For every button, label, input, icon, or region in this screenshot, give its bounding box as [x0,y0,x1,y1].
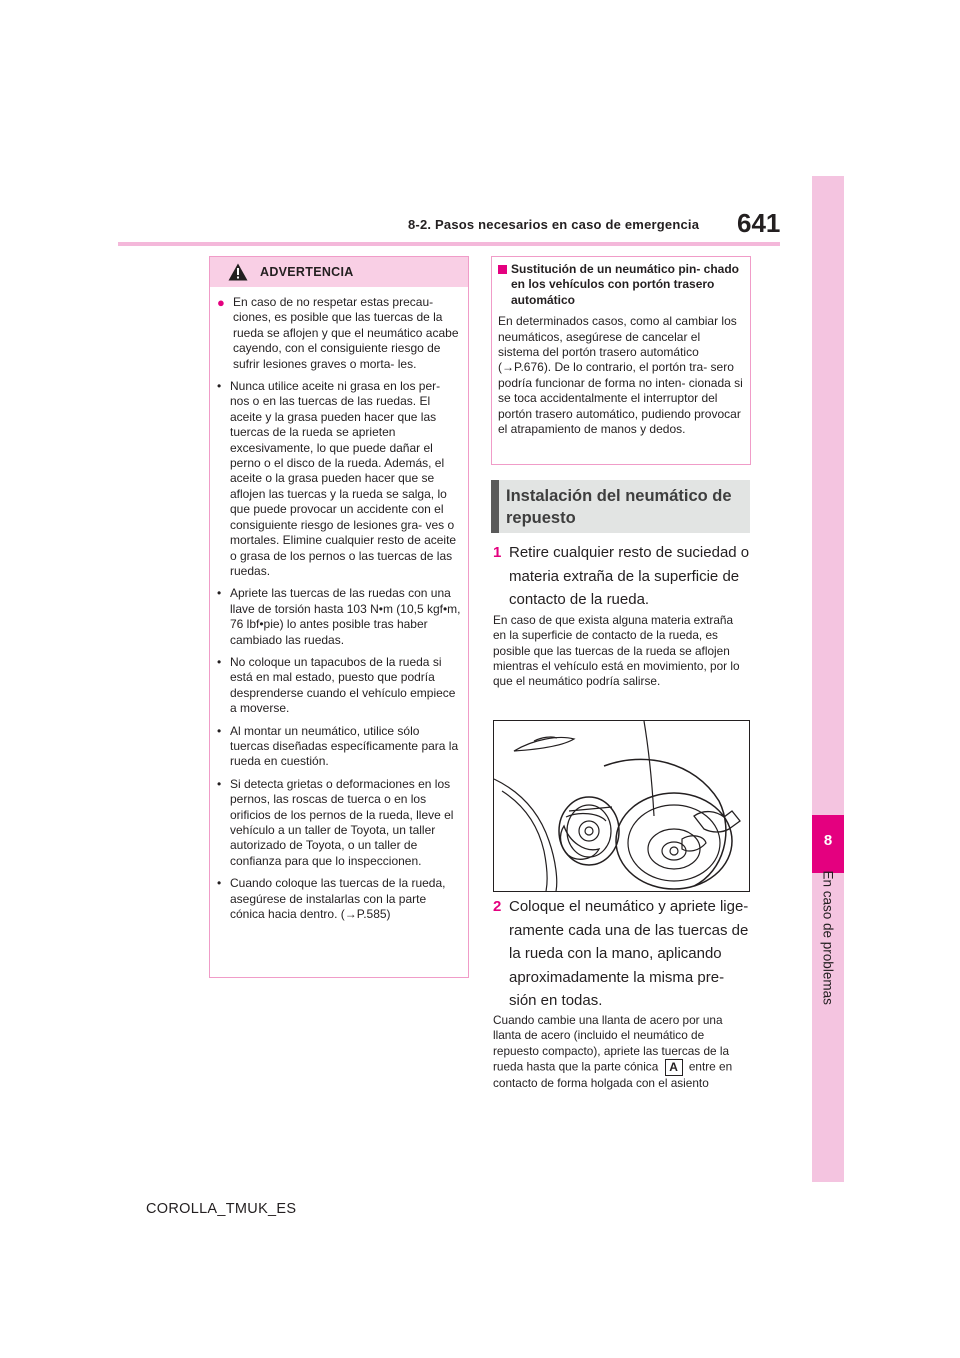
warning-box [209,256,469,978]
chapter-side-tab [812,176,844,1182]
warning-item: • Si detecta grietas o deformaciones en los pernos, las roscas de tuerca o en los orificios de los pernos de la rueda, lleve el vehículo a un taller de Toyota, un taller autorizado de Toyota, o un taller de confianza para que lo inspeccionen. [217,776,454,868]
section-title: Instalación del neumático de repuesto [506,487,732,527]
section-heading [491,480,750,533]
step-number: 1 [493,544,502,561]
circle-bullet-icon: ● [217,295,225,310]
warning-intro: ● En caso de no respetar estas precau- ciones, es posible que las tuercas de la rueda se aflojen y que el neumático acabe cayendo, con el consiguiente riesgo de sufrir lesiones graves o morta- les. [217,295,459,371]
step-text: Coloque el neumático y apriete lige- ramente cada una de las tuercas de la rueda con la mano, aplicando aproximadamente la misma pre- sión en todas. [509,898,749,1009]
footer-model-code: COROLLA_TMUK_ES [146,1201,297,1217]
note-text: En determinados casos, como al cambiar los neumáticos, asegúrese de cancelar el sistema del portón trasero automático (→P.676). De lo contrario, el portón tra- sero podría funcionar de forma no inten- cionada si se toca accidentalmente el interruptor del portón trasero automático, pudiendo provocar el atrapamiento de manos y dedos. [498,314,743,437]
warning-header [210,257,468,287]
chapter-number: 8 [823,832,833,849]
page-reference-link[interactable]: P.585 [356,907,387,922]
bullet-icon: • [217,586,222,601]
illustration-drawing [494,721,749,891]
step-2-note: Cuando cambie una llanta de acero por una llanta de acero (incluido el neumático de repuesto compacto), apriete las tuercas de la rueda hasta que la parte cónica A entre en contacto de forma holgada con el asiento [493,1013,733,1090]
bullet-icon: • [217,379,222,394]
page-reference-link[interactable]: P.676 [514,360,544,375]
step-1 [493,541,753,612]
warning-body [217,295,461,929]
wheel-cleaning-illustration [493,720,750,892]
warning-item: • Cuando coloque las tuercas de la rueda, asegúrese de instalarlas con la parte cónica hacia dentro. (→P.585) [217,876,446,922]
step-text: Retire cualquier resto de suciedad o materia extraña de la superficie de contacto de la rueda. [509,544,750,608]
square-bullet-icon [498,265,507,274]
arrow-icon: → [344,907,357,922]
bullet-icon: • [217,876,222,891]
header-section-title: 8-2. Pasos necesarios en caso de emergencia [408,217,700,232]
step-number: 2 [493,898,502,915]
warning-item: • Nunca utilice aceite ni grasa en los per- nos o en las tuercas de las ruedas. El aceite y la grasa pueden hacer que las tuercas de la rueda se aprieten excesivamente, lo que puede dañar el perno o el disco de la rueda. Además, el aceite o la grasa pueden hacer que se aflojen las tuercas y la rueda se salga, lo que puede provocar un accidente con el consiguiente riesgo de lesiones gra- ves o mortales. Elimine cualquier resto de aceite o grasa de los pernos o las tuercas de las ruedas. [217,379,457,578]
warning-item: • No coloque un tapacubos de la rueda si está en mal estado, puesto que podría desprenderse cuando el vehículo empiece a moverse. [217,654,456,716]
bullet-icon: • [217,723,222,738]
note-title: Sustitución de un neumático pin- chado en los vehículos con portón trasero automático [498,262,744,308]
note-body [498,262,744,437]
chapter-title: En caso de problemas [820,870,836,1005]
callout-badge-a: A [665,1059,683,1076]
warning-title: ADVERTENCIA [260,265,354,279]
warning-item: • Al montar un neumático, utilice sólo tuercas diseñadas específicamente para la rueda en cuestión. [217,723,459,769]
arrow-icon: → [502,360,514,375]
step-2 [493,895,753,1013]
note-box [491,256,751,465]
bullet-icon: • [217,654,222,669]
step-1-note: En caso de que exista alguna materia extraña en la superficie de contacto de la rueda, es posible que las tuercas de la rueda se aflojen mientras el vehículo está en movimiento, por lo que el neumático podría salirse. [493,613,740,689]
section-heading-bar [491,480,499,533]
warning-item: • Apriete las tuercas de las ruedas con una llave de torsión hasta 103 N•m (10,5 kgf•m, 76 lbf•pie) lo antes posible tras haber cambiado las ruedas. [217,586,461,647]
warning-icon [228,263,248,281]
bullet-icon: • [217,776,222,791]
header-rule [118,242,780,246]
page-number: 641 [737,208,781,238]
